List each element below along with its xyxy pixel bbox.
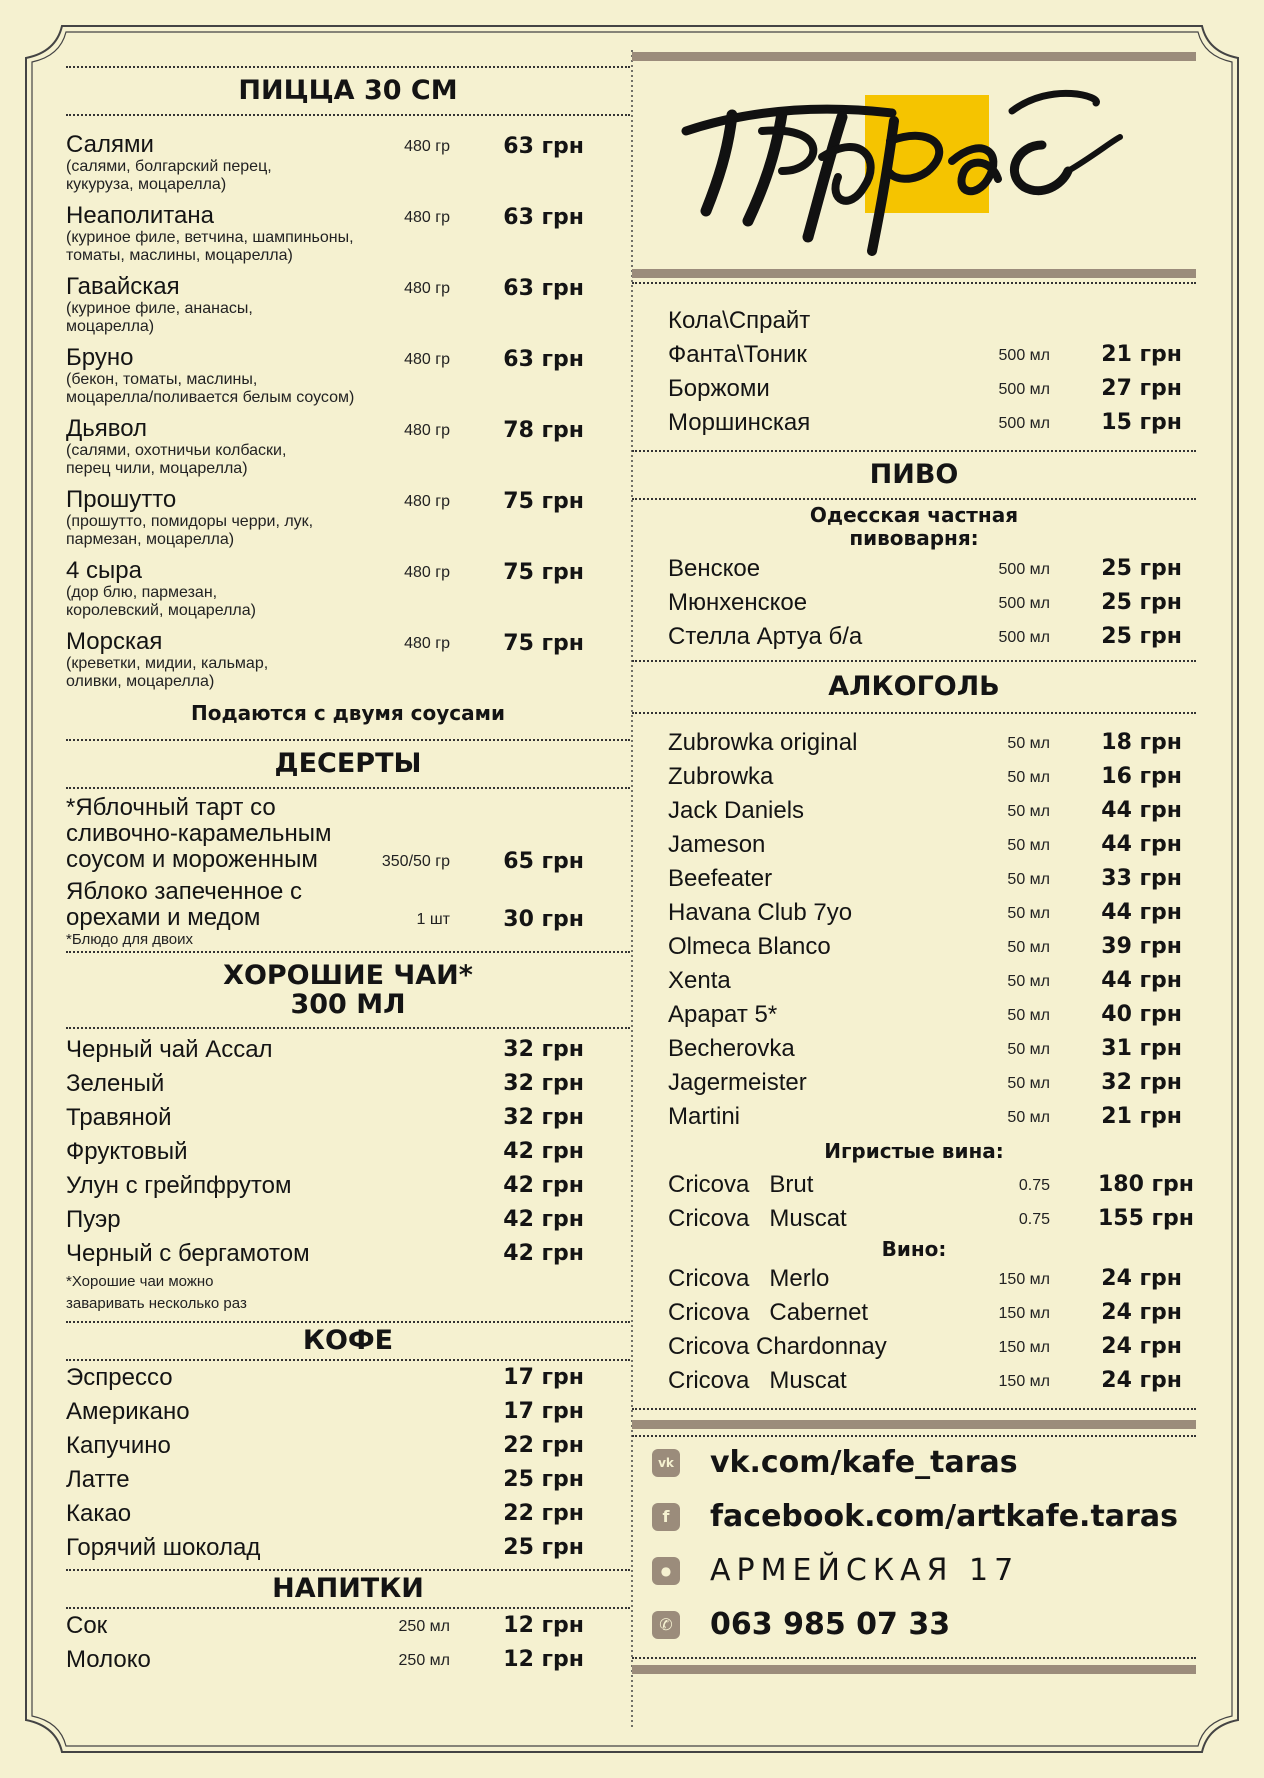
list-item bbox=[66, 1395, 630, 1429]
item-price: 65 грн bbox=[503, 849, 584, 874]
item-name: Капучино bbox=[66, 1432, 171, 1459]
desserts-title: ДЕСЕРТЫ bbox=[274, 748, 422, 779]
alcohol-title: АЛКОГОЛЬ bbox=[828, 671, 1000, 702]
list-item bbox=[632, 1168, 1196, 1202]
item-price: 25 грн bbox=[1101, 590, 1182, 615]
item-name: Боржоми bbox=[668, 375, 770, 402]
facebook-link[interactable]: facebook.com/artkafe.taras bbox=[710, 1499, 1178, 1534]
list-item bbox=[66, 132, 630, 203]
item-desc: моцарелла) bbox=[66, 318, 155, 335]
item-name: Молоко bbox=[66, 1646, 151, 1673]
item-price: 42 грн bbox=[503, 1241, 584, 1266]
list-item bbox=[66, 1497, 630, 1531]
item-price: 18 грн bbox=[1101, 730, 1182, 755]
phone-icon: ✆ bbox=[652, 1611, 680, 1639]
sparkling-title: Игристые вина: bbox=[824, 1139, 1004, 1163]
alcohol-list bbox=[632, 726, 1196, 1398]
item-price: 24 грн bbox=[1101, 1300, 1182, 1325]
item-name: Черный с бергамотом bbox=[66, 1240, 310, 1267]
item-weight: 500 мл bbox=[998, 595, 1050, 612]
list-item bbox=[632, 828, 1196, 862]
item-note: *Блюдо для двоих bbox=[66, 931, 194, 948]
item-price: 21 грн bbox=[1101, 1104, 1182, 1129]
item-desc: моцарелла/поливается белым соусом) bbox=[66, 389, 355, 406]
bar-divider bbox=[632, 52, 1196, 61]
beer-title: ПИВО bbox=[869, 459, 959, 490]
facebook-icon: f bbox=[652, 1503, 680, 1531]
item-price: 42 грн bbox=[503, 1173, 584, 1198]
item-weight: 500 мл bbox=[998, 381, 1050, 398]
list-item bbox=[632, 1330, 1196, 1364]
divider bbox=[66, 787, 630, 789]
item-price: 21 грн bbox=[1101, 342, 1182, 367]
item-weight: 0.75 bbox=[1018, 1177, 1050, 1194]
list-item bbox=[66, 1067, 630, 1101]
teas-note: заваривать несколько раз bbox=[66, 1295, 247, 1312]
item-price: 180 грн bbox=[1097, 1172, 1194, 1197]
list-item bbox=[632, 304, 1196, 338]
list-item bbox=[632, 586, 1196, 620]
item-name: Martini bbox=[668, 1103, 741, 1130]
item-price: 32 грн bbox=[1101, 1070, 1182, 1095]
item-price: 22 грн bbox=[503, 1501, 584, 1526]
item-name: Стелла Артуа б/а bbox=[668, 623, 863, 650]
item-name: Кола\Спрайт bbox=[668, 307, 811, 334]
list-item bbox=[632, 930, 1196, 964]
vk-icon: vk bbox=[652, 1449, 680, 1477]
item-desc: (куриное филе, ананасы, bbox=[66, 300, 253, 317]
item-price: 24 грн bbox=[1101, 1334, 1182, 1359]
drinks-title: НАПИТКИ bbox=[272, 1573, 424, 1604]
item-price: 44 грн bbox=[1101, 798, 1182, 823]
list-item bbox=[632, 372, 1196, 406]
left-column bbox=[66, 66, 630, 1677]
item-name: Дьявол bbox=[66, 415, 148, 442]
item-name: Фруктовый bbox=[66, 1138, 188, 1165]
list-item bbox=[66, 1135, 630, 1169]
location-pin-icon: ● bbox=[652, 1557, 680, 1585]
item-weight: 480 гр bbox=[404, 422, 450, 439]
item-name: *Яблочный тарт со bbox=[66, 794, 276, 821]
item-price: 25 грн bbox=[1101, 556, 1182, 581]
list-item bbox=[66, 487, 630, 558]
item-desc: кукуруза, моцарелла) bbox=[66, 176, 227, 193]
list-item bbox=[632, 964, 1196, 998]
item-name: Cricova Cabernet bbox=[668, 1299, 869, 1326]
list-item bbox=[66, 1361, 630, 1395]
list-item bbox=[66, 203, 630, 274]
item-price: 32 грн bbox=[503, 1037, 584, 1062]
item-price: 63 грн bbox=[503, 205, 584, 230]
desserts-list bbox=[66, 795, 630, 951]
item-price: 44 грн bbox=[1101, 832, 1182, 857]
item-name: Havana Club 7yo bbox=[668, 899, 853, 926]
list-item bbox=[632, 1364, 1196, 1398]
item-weight: 480 гр bbox=[404, 564, 450, 581]
item-weight: 480 гр bbox=[404, 351, 450, 368]
item-price: 42 грн bbox=[503, 1207, 584, 1232]
item-weight: 150 мл bbox=[998, 1305, 1050, 1322]
cafe-logo bbox=[632, 61, 1196, 269]
item-desc: (дор блю, пармезан, bbox=[66, 584, 218, 601]
right-column bbox=[632, 52, 1196, 1674]
item-weight: 500 мл bbox=[998, 561, 1050, 578]
list-item bbox=[66, 1237, 630, 1271]
beer-subtitle: пивоварня: bbox=[849, 526, 979, 550]
teas-list bbox=[66, 1033, 630, 1271]
list-item bbox=[632, 1100, 1196, 1134]
item-weight: 480 гр bbox=[404, 138, 450, 155]
item-weight: 500 мл bbox=[998, 347, 1050, 364]
item-weight: 50 мл bbox=[1007, 1075, 1050, 1092]
item-price: 75 грн bbox=[503, 489, 584, 514]
list-item bbox=[66, 1033, 630, 1067]
list-item bbox=[632, 1032, 1196, 1066]
list-item bbox=[632, 406, 1196, 440]
item-name: Jameson bbox=[668, 831, 766, 858]
item-name: Какао bbox=[66, 1500, 132, 1527]
item-price: 27 грн bbox=[1101, 376, 1182, 401]
item-name: Яблоко запеченное с bbox=[66, 878, 303, 905]
list-item bbox=[66, 795, 630, 879]
item-desc: перец чили, моцарелла) bbox=[66, 460, 248, 477]
item-weight: 250 мл bbox=[398, 1652, 450, 1669]
item-price: 24 грн bbox=[1101, 1368, 1182, 1393]
list-item bbox=[632, 862, 1196, 896]
item-desc: томаты, маслины, моцарелла) bbox=[66, 247, 293, 264]
item-name: Cricova Muscat bbox=[668, 1205, 847, 1232]
list-item bbox=[632, 794, 1196, 828]
list-item bbox=[632, 760, 1196, 794]
soft-drinks-list bbox=[632, 304, 1196, 440]
item-price: 15 грн bbox=[1101, 410, 1182, 435]
list-item bbox=[632, 338, 1196, 372]
item-price: 78 грн bbox=[503, 418, 584, 443]
list-item bbox=[632, 896, 1196, 930]
vk-link[interactable]: vk.com/kafe_taras bbox=[710, 1445, 1018, 1480]
item-name: Фанта\Тоник bbox=[668, 341, 807, 368]
list-item bbox=[632, 998, 1196, 1032]
item-price: 17 грн bbox=[503, 1399, 584, 1424]
item-name: Латте bbox=[66, 1466, 130, 1493]
teas-note: *Хорошие чаи можно bbox=[66, 1273, 214, 1290]
item-weight: 480 гр bbox=[404, 209, 450, 226]
teas-title-line: ХОРОШИЕ ЧАИ* bbox=[223, 960, 473, 991]
item-name: Jack Daniels bbox=[668, 797, 805, 824]
item-price: 25 грн bbox=[503, 1467, 584, 1492]
item-price: 24 грн bbox=[1101, 1266, 1182, 1291]
bar-divider bbox=[632, 269, 1196, 278]
item-weight: 480 гр bbox=[404, 493, 450, 510]
wine-title: Вино: bbox=[881, 1237, 947, 1261]
item-name: Сок bbox=[66, 1612, 108, 1639]
item-weight: 0.75 bbox=[1018, 1211, 1050, 1228]
contact-vk[interactable] bbox=[632, 1437, 1196, 1491]
item-name: Xenta bbox=[668, 967, 731, 994]
item-weight: 480 гр bbox=[404, 280, 450, 297]
beer-subtitle: Одесская частная bbox=[809, 503, 1019, 527]
list-item bbox=[632, 552, 1196, 586]
item-price: 63 грн bbox=[503, 276, 584, 301]
item-name: Зеленый bbox=[66, 1070, 165, 1097]
item-weight: 150 мл bbox=[998, 1271, 1050, 1288]
item-price: 16 грн bbox=[1101, 764, 1182, 789]
coffee-title: КОФЕ bbox=[302, 1325, 394, 1356]
item-price: 63 грн bbox=[503, 134, 584, 159]
divider bbox=[632, 1408, 1196, 1410]
phone-number[interactable]: 063 985 07 33 bbox=[710, 1607, 951, 1642]
list-item bbox=[66, 1463, 630, 1497]
divider bbox=[632, 498, 1196, 500]
item-price: 63 грн bbox=[503, 347, 584, 372]
item-desc: королевский, моцарелла) bbox=[66, 602, 256, 619]
list-item bbox=[66, 1609, 630, 1643]
list-item bbox=[66, 416, 630, 487]
item-price: 17 грн bbox=[503, 1365, 584, 1390]
divider bbox=[632, 282, 1196, 284]
item-price: 30 грн bbox=[503, 907, 584, 932]
list-item bbox=[632, 1202, 1196, 1236]
contact-facebook[interactable] bbox=[632, 1491, 1196, 1545]
list-item bbox=[66, 1203, 630, 1237]
list-item bbox=[66, 1643, 630, 1677]
item-weight: 50 мл bbox=[1007, 871, 1050, 888]
item-price: 42 грн bbox=[503, 1139, 584, 1164]
list-item bbox=[632, 726, 1196, 760]
item-weight: 50 мл bbox=[1007, 939, 1050, 956]
list-item bbox=[66, 1169, 630, 1203]
item-price: 32 грн bbox=[503, 1071, 584, 1096]
contacts bbox=[632, 1437, 1196, 1653]
item-weight: 1 шт bbox=[416, 911, 450, 928]
item-weight: 150 мл bbox=[998, 1373, 1050, 1390]
list-item bbox=[66, 879, 630, 951]
teas-title bbox=[66, 953, 630, 1027]
address-text: АРМЕЙСКАЯ 17 bbox=[710, 1553, 1020, 1588]
item-name: Пуэр bbox=[66, 1206, 121, 1233]
list-item bbox=[632, 1296, 1196, 1330]
item-price: 75 грн bbox=[503, 631, 584, 656]
item-name: Cricova Chardonnay bbox=[668, 1333, 887, 1360]
item-weight: 50 мл bbox=[1007, 1041, 1050, 1058]
teas-title-line: 300 МЛ bbox=[290, 989, 406, 1020]
beer-list bbox=[632, 552, 1196, 654]
item-weight: 50 мл bbox=[1007, 1007, 1050, 1024]
list-item bbox=[66, 1531, 630, 1565]
item-name: Cricova Muscat bbox=[668, 1367, 847, 1394]
item-name: Моршинская bbox=[668, 409, 811, 436]
item-price: 12 грн bbox=[503, 1613, 584, 1638]
item-price: 44 грн bbox=[1101, 900, 1182, 925]
item-weight: 350/50 гр bbox=[381, 853, 450, 870]
item-weight: 50 мл bbox=[1007, 803, 1050, 820]
bar-divider bbox=[632, 1665, 1196, 1674]
item-price: 39 грн bbox=[1101, 934, 1182, 959]
item-weight: 150 мл bbox=[998, 1339, 1050, 1356]
item-weight: 50 мл bbox=[1007, 1109, 1050, 1126]
item-name: Cricova Merlo bbox=[668, 1265, 830, 1292]
item-name: Салями bbox=[66, 131, 154, 158]
item-name: Zubrowka original bbox=[668, 729, 858, 756]
item-weight: 480 гр bbox=[404, 635, 450, 652]
item-desc: (бекон, томаты, маслины, bbox=[66, 371, 258, 388]
item-price: 32 грн bbox=[503, 1105, 584, 1130]
item-name: Арарат 5* bbox=[668, 1001, 778, 1028]
item-desc: (креветки, мидии, кальмар, bbox=[66, 655, 269, 672]
list-item bbox=[632, 1066, 1196, 1100]
item-name: Травяной bbox=[66, 1104, 172, 1131]
item-desc: (салями, охотничьи колбаски, bbox=[66, 442, 287, 459]
item-name: Американо bbox=[66, 1398, 190, 1425]
item-name: Улун с грейпфрутом bbox=[66, 1172, 292, 1199]
item-name: Эспрессо bbox=[66, 1364, 173, 1391]
item-price: 75 грн bbox=[503, 560, 584, 585]
drinks-list bbox=[66, 1609, 630, 1677]
item-desc: (салями, болгарский перец, bbox=[66, 158, 272, 175]
item-weight: 50 мл bbox=[1007, 735, 1050, 752]
item-name: Горячий шоколад bbox=[66, 1534, 261, 1561]
item-price: 40 грн bbox=[1101, 1002, 1182, 1027]
pizza-note: Подаются с двумя соусами bbox=[191, 701, 505, 725]
list-item bbox=[66, 629, 630, 700]
item-name: Мюнхенское bbox=[668, 589, 808, 616]
item-name: сливочно-карамельным bbox=[66, 820, 332, 847]
pizza-list bbox=[66, 132, 630, 700]
item-weight: 500 мл bbox=[998, 415, 1050, 432]
list-item bbox=[66, 345, 630, 416]
item-name: Beefeater bbox=[668, 865, 773, 892]
item-name: Черный чай Ассал bbox=[66, 1036, 273, 1063]
list-item bbox=[66, 558, 630, 629]
contact-phone[interactable] bbox=[632, 1599, 1196, 1653]
logo-mark bbox=[632, 61, 1196, 269]
list-item bbox=[66, 1429, 630, 1463]
item-name: Морская bbox=[66, 628, 163, 655]
list-item bbox=[66, 1101, 630, 1135]
coffee-list bbox=[66, 1361, 630, 1565]
item-name: Olmeca Blanco bbox=[668, 933, 831, 960]
item-name: соусом и мороженным bbox=[66, 846, 318, 873]
divider bbox=[66, 1027, 630, 1029]
item-name: Zubrowka bbox=[668, 763, 774, 790]
item-desc: (прошутто, помидоры черри, лук, bbox=[66, 513, 314, 530]
item-weight: 50 мл bbox=[1007, 905, 1050, 922]
item-price: 25 грн bbox=[503, 1535, 584, 1560]
list-item bbox=[632, 1262, 1196, 1296]
contact-address bbox=[632, 1545, 1196, 1599]
divider bbox=[632, 712, 1196, 714]
divider bbox=[632, 1657, 1196, 1659]
item-price: 31 грн bbox=[1101, 1036, 1182, 1061]
item-name: Венское bbox=[668, 555, 761, 582]
item-weight: 500 мл bbox=[998, 629, 1050, 646]
item-name: орехами и медом bbox=[66, 904, 261, 931]
item-weight: 50 мл bbox=[1007, 973, 1050, 990]
item-price: 22 грн bbox=[503, 1433, 584, 1458]
item-price: 25 грн bbox=[1101, 624, 1182, 649]
item-price: 33 грн bbox=[1101, 866, 1182, 891]
item-name: Becherovka bbox=[668, 1035, 795, 1062]
divider bbox=[66, 114, 630, 116]
item-weight: 50 мл bbox=[1007, 769, 1050, 786]
item-name: Jagermeister bbox=[668, 1069, 807, 1096]
list-item bbox=[66, 274, 630, 345]
item-price: 155 грн bbox=[1097, 1206, 1194, 1231]
list-item bbox=[632, 620, 1196, 654]
item-weight: 50 мл bbox=[1007, 837, 1050, 854]
pizza-title: ПИЦЦА 30 СМ bbox=[238, 75, 458, 106]
item-desc: (куриное филе, ветчина, шампиньоны, bbox=[66, 229, 354, 246]
item-desc: оливки, моцарелла) bbox=[66, 673, 215, 690]
item-name: Неаполитана bbox=[66, 202, 214, 229]
item-name: Гавайская bbox=[66, 273, 180, 300]
item-name: 4 сыра bbox=[66, 557, 142, 584]
item-desc: пармезан, моцарелла) bbox=[66, 531, 235, 548]
item-name: Прошутто bbox=[66, 486, 177, 513]
item-name: Cricova Brut bbox=[668, 1171, 814, 1198]
item-name: Бруно bbox=[66, 344, 134, 371]
item-price: 44 грн bbox=[1101, 968, 1182, 993]
bar-divider bbox=[632, 1420, 1196, 1429]
item-price: 12 грн bbox=[503, 1647, 584, 1672]
item-weight: 250 мл bbox=[398, 1618, 450, 1635]
